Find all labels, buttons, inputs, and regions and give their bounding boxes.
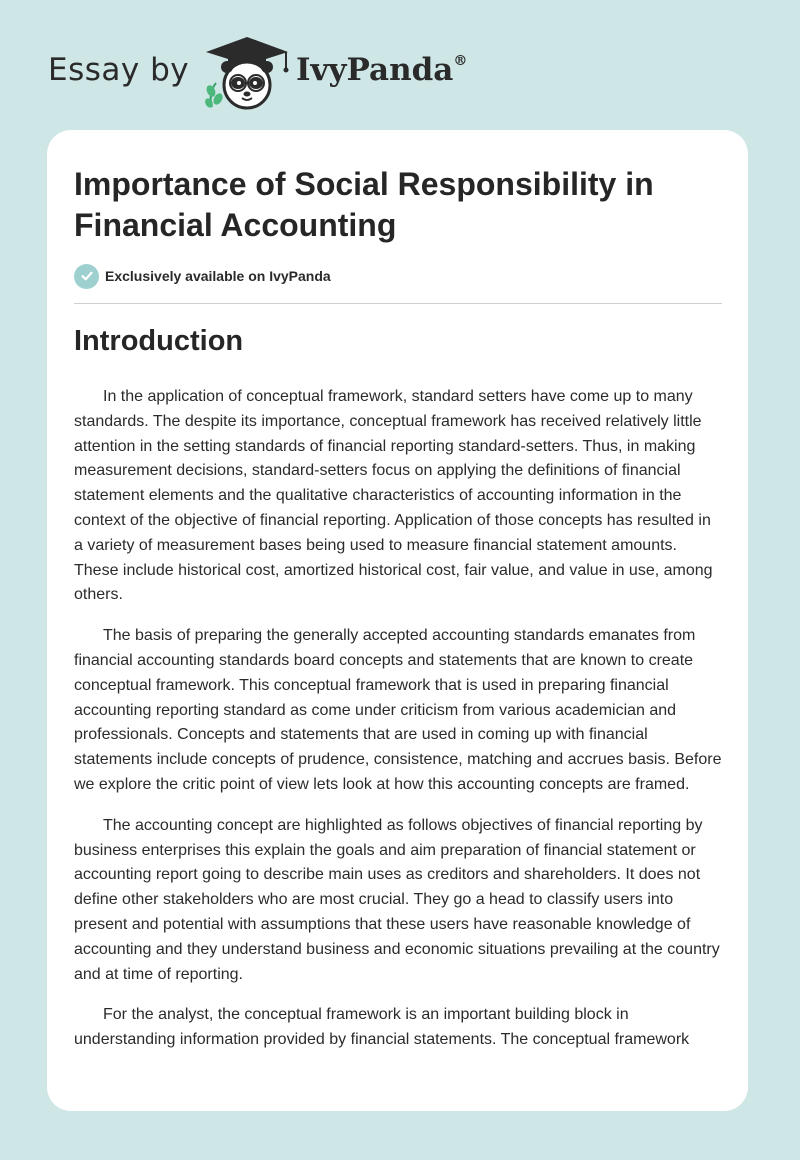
section-heading: Introduction <box>74 325 244 357</box>
divider <box>74 303 722 304</box>
page-title: Importance of Social Responsibility in Financial Accounting <box>74 166 654 243</box>
exclusive-badge <box>74 263 331 289</box>
brand-name-text: IvyPanda <box>296 52 454 88</box>
exclusive-badge-label: Exclusively available on IvyPanda <box>105 268 331 284</box>
check-circle-icon <box>74 264 99 289</box>
paragraph: The basis of preparing the generally accepted accounting standards emanates from financial accounting standards board concepts and statements that are known to create conceptual framework. This conceptual framework that is used in preparing financial accounting reporting standard as come under criticism from various academician and professionals. Concepts and statements that are used in coming up with financial statements include concepts of prudence, consistence, matching and accrues basis. Before we explore the critic point of view lets look at how this accounting concepts are framed. <box>74 627 722 793</box>
brand-name[interactable] <box>296 52 467 88</box>
registered-mark: ® <box>453 52 468 69</box>
paragraph: The accounting concept are highlighted as follows objectives of financial reporting by business enterprises this explain the goals and aim preparation of financial statement or accounting report going to describe main uses as creditors and shareholders. It does not define other stakeholders who are most crucial. They go a head to classify users into present and potential with assumptions that these users have reasonable knowledge of accounting and they understand business and economic situations prevailing at the country and at time of reporting. <box>74 816 720 983</box>
paragraph: For the analyst, the conceptual framework is an important building block in understanding information provided by financial statements. The conceptual framework <box>74 1006 690 1049</box>
panda-graduate-icon[interactable] <box>202 33 292 111</box>
essay-body <box>74 385 724 1069</box>
paragraph: In the application of conceptual framework, standard setters have come up to many standards. The despite its importance, conceptual framework has received relatively little attention in the setting standards of financial reporting standard-setters. Thus, in making measurement decisions, standard-setters focus on applying the definitions of financial statement elements and the qualitative characteristics of accounting information in the context of the objective of financial reporting. Application of those concepts has resulted in a variety of measurement bases being used to measure financial statement amounts. These include historical cost, amortized historical cost, fair value, and value in use, among others. <box>74 388 713 604</box>
essay-by-label: Essay by <box>48 52 190 88</box>
essay-card <box>47 130 748 1111</box>
site-header <box>0 0 800 120</box>
